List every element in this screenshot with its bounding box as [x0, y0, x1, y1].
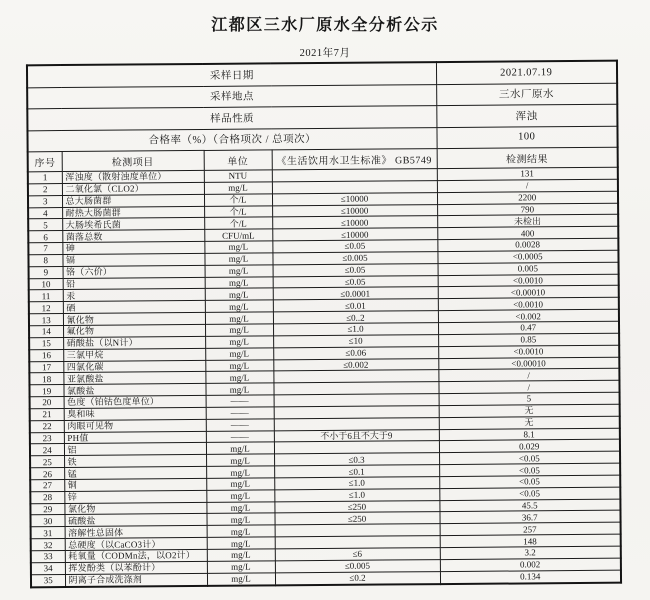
standard-limit: ≤0.05 [273, 275, 438, 288]
unit: 个/L [204, 194, 272, 206]
unit: mg/L [206, 442, 274, 454]
row-no: 23 [30, 432, 64, 444]
row-no: 14 [29, 326, 63, 338]
item-name: 亚氯酸盐 [63, 372, 205, 385]
unit: mg/L [206, 502, 274, 514]
result-value: <0.00010 [438, 286, 619, 299]
unit: —— [206, 419, 274, 431]
result-value: <0.002 [438, 309, 619, 322]
row-no: 34 [31, 562, 65, 574]
result-value: 0.85 [438, 333, 619, 346]
row-no: 12 [29, 302, 63, 314]
col-header-result: 检测结果 [437, 147, 618, 168]
standard-limit: ≤10000 [272, 204, 437, 217]
standard-limit: ≤10000 [272, 192, 437, 205]
result-value: <0.00010 [438, 357, 619, 370]
result-value: <0.0005 [437, 250, 618, 263]
unit: mg/L [207, 525, 275, 537]
item-name: 耗氧量（CODMn法，以O2计） [65, 549, 207, 562]
result-value: 45.5 [439, 499, 620, 512]
result-value: 3.2 [440, 546, 621, 559]
row-no: 13 [29, 314, 63, 326]
result-value: / [438, 369, 619, 382]
row-no: 26 [30, 468, 64, 480]
item-name: 耐热大肠菌群 [62, 206, 204, 219]
unit: 个/L [204, 217, 272, 229]
row-no: 32 [31, 539, 65, 551]
result-value: <0.05 [439, 463, 620, 476]
unit: mg/L [205, 371, 273, 383]
row-no: 30 [30, 515, 64, 527]
item-name: 菌落总数 [62, 230, 204, 243]
result-value: 0.005 [438, 262, 619, 275]
unit: mg/L [206, 478, 274, 490]
result-value: 148 [440, 534, 621, 547]
unit: mg/L [204, 253, 272, 265]
row-no: 7 [28, 243, 62, 255]
unit: mg/L [205, 312, 273, 324]
row-no: 25 [30, 456, 64, 468]
item-name: 铬（六价） [63, 265, 205, 278]
item-name: 挥发酚类（以苯酚计） [65, 561, 207, 574]
unit: mg/L [207, 549, 275, 561]
unit: —— [206, 395, 274, 407]
standard-limit: ≤1.0 [274, 477, 439, 490]
unit: mg/L [205, 324, 273, 336]
item-name: 镉 [62, 253, 204, 266]
row-no: 33 [31, 551, 65, 563]
result-value: 0.0028 [437, 238, 618, 251]
row-no: 31 [31, 527, 65, 539]
result-value: / [437, 179, 618, 192]
row-no: 19 [29, 385, 63, 397]
unit: mg/L [207, 537, 275, 549]
result-value: 0.134 [440, 570, 621, 584]
row-no: 16 [29, 349, 63, 361]
result-value: 无 [439, 416, 620, 429]
row-no: 11 [29, 290, 63, 302]
standard-limit: ≤10 [273, 334, 438, 347]
item-name: 色度（铂钴色度单位） [64, 395, 206, 408]
unit: mg/L [206, 513, 274, 525]
row-no: 1 [28, 172, 62, 184]
unit: mg/L [205, 348, 273, 360]
info-label: 样品性质 [27, 106, 436, 131]
standard-limit: ≤0.005 [275, 559, 440, 572]
report-month-subtitle: 2021年7月 [299, 48, 351, 59]
result-value: <0.0010 [438, 297, 619, 310]
result-value: <0.05 [439, 451, 620, 464]
standard-limit: ≤1.0 [273, 323, 438, 336]
row-no: 9 [29, 266, 63, 278]
unit: NTU [204, 170, 272, 182]
unit: mg/L [207, 573, 275, 586]
standard-limit: ≤1.0 [274, 488, 439, 501]
item-name: 铅 [63, 277, 205, 290]
unit: 个/L [204, 205, 272, 217]
item-name: 锌 [64, 490, 206, 503]
info-label: 采样日期 [27, 62, 436, 87]
row-no: 27 [30, 479, 64, 491]
row-no: 8 [28, 254, 62, 266]
col-header-item: 检测项目 [62, 150, 204, 171]
item-name: 锰 [64, 467, 206, 480]
item-name: PH值 [64, 431, 206, 444]
unit: mg/L [205, 300, 273, 312]
row-no: 28 [30, 491, 64, 503]
item-name: 铁 [64, 455, 206, 468]
result-value: 5 [439, 392, 620, 405]
standard-limit: ≤0.005 [272, 252, 437, 265]
row-no: 3 [28, 195, 62, 207]
item-name: 铜 [64, 478, 206, 491]
col-header-standard: 《生活饮用水卫生标准》 GB5749 [272, 149, 437, 170]
result-value: 8.1 [439, 428, 620, 441]
row-no: 6 [28, 231, 62, 243]
standard-limit: ≤0.06 [273, 346, 438, 359]
result-value: 36.7 [439, 511, 620, 524]
standard-limit: 不小于6且不大于9 [274, 429, 439, 442]
result-value: / [438, 380, 619, 393]
item-name: 浑浊度（散射浊度单位） [62, 170, 204, 183]
row-no: 21 [30, 408, 64, 420]
standard-limit: ≤0.0001 [273, 287, 438, 300]
item-name: 硒 [63, 301, 205, 314]
unit: mg/L [207, 561, 275, 573]
unit: mg/L [205, 359, 273, 371]
standard-limit: ≤0.002 [273, 358, 438, 371]
unit: mg/L [205, 383, 273, 395]
row-no: 20 [30, 397, 64, 409]
item-name: 三氯甲烷 [63, 348, 205, 361]
unit: mg/L [205, 336, 273, 348]
standard-limit: ≤0.2 [275, 571, 440, 585]
info-label: 采样地点 [27, 84, 436, 109]
result-value: <0.05 [439, 487, 620, 500]
row-no: 29 [30, 503, 64, 515]
standard-limit: ≤250 [274, 500, 439, 513]
row-no: 15 [29, 337, 63, 349]
standard-limit: ≤10000 [272, 216, 437, 229]
row-no: 22 [30, 420, 64, 432]
standard-limit: ≤6 [275, 548, 440, 561]
analysis-table-wrapper [26, 60, 622, 588]
item-name: 臭和味 [64, 407, 206, 420]
row-no: 10 [29, 278, 63, 290]
row-no: 24 [30, 444, 64, 456]
unit: mg/L [205, 288, 273, 300]
col-header-unit: 单位 [204, 150, 272, 171]
item-name: 氟化物 [63, 324, 205, 337]
unit: mg/L [204, 182, 272, 194]
result-value: 无 [439, 404, 620, 417]
row-no: 35 [31, 574, 65, 587]
unit: mg/L [205, 265, 273, 277]
item-name: 总大肠菌群 [62, 194, 204, 207]
row-no: 4 [28, 207, 62, 219]
standard-limit: ≤0.05 [272, 240, 437, 253]
item-name: 铝 [64, 443, 206, 456]
result-value: 2200 [437, 191, 618, 204]
item-name: 大肠埃希氏菌 [62, 218, 204, 231]
unit: mg/L [204, 241, 272, 253]
standard-limit: ≤0.05 [273, 263, 438, 276]
item-name: 硝酸盐（以N计） [63, 336, 205, 349]
row-no: 17 [29, 361, 63, 373]
unit: mg/L [206, 454, 274, 466]
result-value: 0.029 [439, 440, 620, 453]
standard-limit: ≤0.1 [274, 465, 439, 478]
result-value: <0.0010 [438, 274, 619, 287]
result-value: 257 [440, 522, 621, 535]
standard-limit: ≤10000 [272, 228, 437, 241]
item-name: 氯酸盐 [63, 384, 205, 397]
unit: mg/L [206, 466, 274, 478]
analysis-table [26, 60, 622, 588]
info-value: 三水厂原水 [436, 83, 617, 106]
result-value: 790 [437, 203, 618, 216]
info-value: 2021.07.19 [436, 61, 617, 84]
item-name: 总硬度（以CaCO3计） [65, 538, 207, 551]
result-value: 0.47 [438, 321, 619, 334]
info-label: 合格率（%）（合格项次 / 总项次） [27, 127, 436, 152]
row-no: 5 [28, 219, 62, 231]
result-value: 未检出 [437, 215, 618, 228]
item-name: 溶解性总固体 [65, 526, 207, 539]
unit: CFU/mL [204, 229, 272, 241]
item-name: 氯化物 [64, 502, 206, 515]
item-name: 肉眼可见物 [64, 419, 206, 432]
row-no: 18 [29, 373, 63, 385]
item-name: 汞 [63, 289, 205, 302]
unit: mg/L [206, 490, 274, 502]
result-value: 131 [437, 167, 618, 180]
row-no: 2 [28, 183, 62, 195]
standard-limit: ≤0..2 [273, 311, 438, 324]
result-value: 0.002 [440, 558, 621, 571]
info-value: 100 [436, 126, 617, 149]
result-value: <0.0010 [438, 345, 619, 358]
item-name: 氰化物 [63, 313, 205, 326]
standard-limit: ≤0.01 [273, 299, 438, 312]
item-name: 四氯化碳 [63, 360, 205, 373]
unit: mg/L [205, 276, 273, 288]
item-name: 二氧化氯（CLO2） [62, 182, 204, 195]
item-name: 硫酸盐 [64, 514, 206, 527]
unit: —— [206, 430, 274, 442]
page-title: 江都区三水厂原水全分析公示 [211, 17, 439, 34]
item-name: 阴离子合成洗涤剂 [65, 573, 207, 586]
info-value: 浑浊 [436, 104, 617, 127]
result-value: <0.05 [439, 475, 620, 488]
unit: —— [206, 407, 274, 419]
standard-limit: ≤0.3 [274, 453, 439, 466]
item-name: 砷 [62, 241, 204, 254]
result-value: 400 [437, 226, 618, 239]
col-header-no: 序号 [28, 152, 62, 172]
standard-limit: ≤250 [274, 512, 439, 525]
